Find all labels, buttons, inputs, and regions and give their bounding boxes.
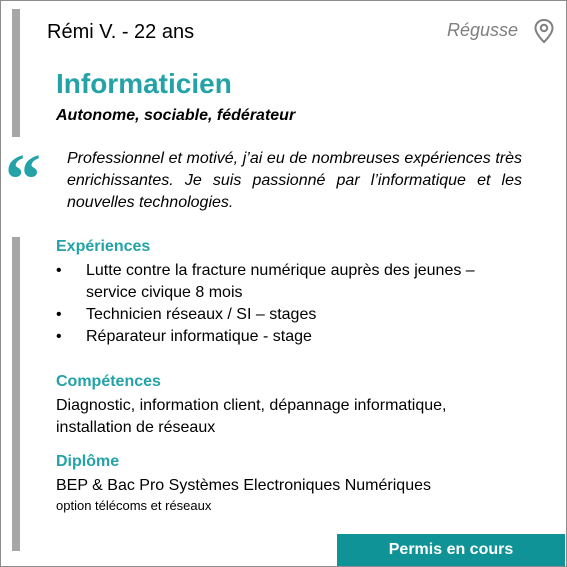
license-status-badge: Permis en cours — [337, 534, 565, 566]
competences-title: Compétences — [56, 373, 161, 390]
job-subtitle: Autonome, sociable, fédérateur — [56, 107, 296, 124]
side-bar-top — [12, 9, 20, 137]
candidate-city: Régusse — [446, 20, 518, 40]
experiences-title: Expériences — [56, 238, 151, 255]
job-title: Informaticien — [56, 68, 232, 99]
experience-text: Lutte contre la fracture numérique auprès des jeunes – service civique 8 mois — [86, 262, 475, 301]
candidate-name: Rémi V. - 22 ans — [47, 21, 195, 43]
quote-text: Professionnel et motivé, j’ai eu de nombreuses expériences très enrichissantes. Je suis passionné par l’informatique et les nouvelles technologies. — [67, 150, 522, 211]
competences-text: Diagnostic, information client, dépannage informatique, installation de réseaux — [56, 397, 447, 436]
side-bar-bottom — [12, 237, 20, 551]
experience-text: Réparateur informatique - stage — [86, 328, 312, 345]
bullet-icon: • — [56, 306, 62, 323]
diplome-title: Diplôme — [56, 453, 120, 470]
list-item — [56, 304, 526, 326]
quote-mark-icon: “ — [5, 139, 41, 219]
diplome-option: option télécoms et réseaux — [56, 498, 212, 513]
experiences-list — [56, 260, 526, 348]
list-item — [56, 260, 526, 304]
list-item — [56, 326, 526, 348]
bullet-icon: • — [56, 262, 62, 279]
map-pin-icon — [532, 18, 556, 44]
experience-text: Technicien réseaux / SI – stages — [86, 306, 317, 323]
bullet-icon: • — [56, 328, 62, 345]
diplome-text: BEP & Bac Pro Systèmes Electroniques Numériques — [56, 477, 431, 494]
